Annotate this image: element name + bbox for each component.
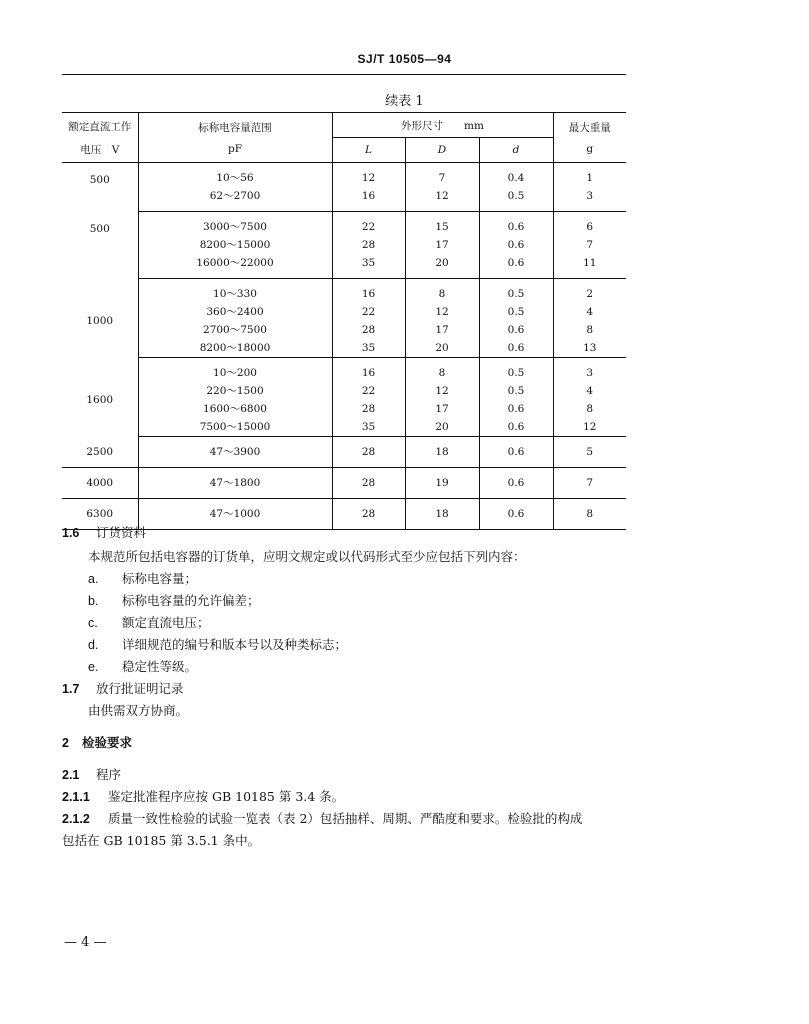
diameter-cell: 20 [405,339,479,358]
table-row [62,321,626,339]
length-cell: 22 [332,303,405,321]
voltage-cell: 1600 [62,358,138,437]
diameter-cell: 18 [405,499,479,530]
length-cell: 16 [332,187,405,212]
capacitance-cell: 10～330 [138,279,332,304]
weight-cell: 8 [553,499,626,530]
section-1-7-heading [62,680,184,698]
lead-diameter-cell: 0.6 [479,236,553,254]
section-number: 1.7 [62,682,80,696]
lead-diameter-cell: 0.6 [479,437,553,468]
lead-diameter-cell: 0.6 [479,468,553,499]
capacitance-cell: 1600～6800 [138,400,332,418]
weight-cell: 4 [586,306,594,318]
section-number: 1.6 [62,526,80,540]
weight-cell: 3 [553,187,626,212]
table-row [62,400,626,418]
weight-cell: 7 [586,239,594,251]
section-1-7-text: 由供需双方协商。 [88,703,189,718]
lead-diameter-cell: 0.5 [479,303,553,321]
section-number: 2 [62,736,69,750]
lead-diameter-cell: 0.4 [479,163,553,188]
capacitance-cell: 360～2400 [138,303,332,321]
voltage-cell: 6300 [62,499,138,530]
weight-cell: 8 [586,403,594,415]
voltage-column-header: 额定直流工作 电压 V [62,113,138,163]
diameter-cell: 12 [405,187,479,212]
lead-diameter-cell: 0.6 [479,400,553,418]
section-title: 检验要求 [82,735,133,750]
table-row [62,236,626,254]
table-row [62,212,626,237]
section-number: 2.1 [62,768,80,782]
lead-diameter-cell: 0.6 [479,321,553,339]
section-2-1-heading [62,766,121,784]
list-item: a. 标称电容量； [88,571,198,586]
length-cell: 28 [332,468,405,499]
weight-cell: 2 [586,288,594,300]
capacitance-cell: 47～1800 [138,468,332,499]
page-number: — 4 — [64,935,107,950]
table-row [62,382,626,400]
document-id: SJ/T 10505—94 [357,52,452,66]
section-1-6-intro: 本规范所包括电容器的订货单，应明文规定或以代码形式至少应包括下列内容： [88,549,526,564]
table-row [62,254,626,279]
weight-cell: 5 [553,437,626,468]
list-item: e. 稳定性等级。 [88,659,198,674]
table-row [62,437,626,468]
weight-cell: 11 [553,254,626,279]
length-cell: 12 [332,163,405,188]
weight-cell: 7 [553,468,626,499]
capacitor-spec-table [62,112,626,530]
capacitance-cell: 2700～7500 [138,321,332,339]
length-cell: 28 [332,236,405,254]
list-item: c. 额定直流电压； [88,615,210,630]
table-row [62,339,626,358]
section-2-heading [62,734,132,752]
header-rule [62,74,626,75]
section-title: 放行批证明记录 [96,681,184,696]
table-row [62,303,626,321]
section-number: 2.1.2 [62,812,90,826]
diameter-cell: 19 [405,468,479,499]
section-1-6-heading [62,524,146,542]
capacitance-cell: 10～56 [138,163,332,188]
lead-diameter-cell: 0.5 [479,187,553,212]
capacitance-cell: 220～1500 [138,382,332,400]
voltage-cell: 500 [62,163,138,212]
table-row [62,418,626,437]
capacitance-cell: 8200～15000 [138,236,332,254]
length-cell: 28 [332,400,405,418]
weight-cell: 6 [586,221,594,233]
diameter-cell: 12 [405,303,479,321]
length-cell: 28 [332,499,405,530]
length-cell: 22 [332,212,405,237]
weight-column-header: 最大重量 g [568,122,611,155]
capacitance-cell: 7500～15000 [138,418,332,437]
capacitance-cell: 47～3900 [138,437,332,468]
length-cell: 16 [332,279,405,304]
length-cell: 35 [332,254,405,279]
table-row [62,468,626,499]
diameter-cell: 20 [405,254,479,279]
length-cell: 22 [332,382,405,400]
diameter-header: D [405,138,479,163]
voltage-cell: 4000 [62,468,138,499]
list-item: d. 详细规范的编号和版本号以及种类标志； [88,637,348,652]
length-cell: 35 [332,339,405,358]
length-cell: 28 [332,321,405,339]
section-2-1-2: 2.1.2 质量一致性检验的试验一览表（表 2）包括抽样、周期、严酷度和要求。检验批的构成 包括在 GB 10185 第 3.5.1 条中。 [62,811,583,848]
capacitance-cell: 8200～18000 [138,339,332,358]
diameter-cell: 8 [405,358,479,383]
section-title: 订货资料 [96,525,147,540]
table-row [62,163,626,188]
weight-cell: 4 [586,385,594,397]
voltage-cell: 2500 [62,437,138,468]
weight-cell: 12 [553,418,626,437]
dimensions-header: 外形尺寸 mm [332,113,553,138]
lead-diameter-cell: 0.6 [479,339,553,358]
table-row [62,187,626,212]
lead-diameter-cell: 0.5 [479,382,553,400]
voltage-cell: 1000 [62,279,138,358]
length-cell: 28 [332,437,405,468]
capacitance-cell: 62～2700 [138,187,332,212]
table-row [62,499,626,530]
section-number: 2.1.1 [62,790,90,804]
table-caption: 续表 1 [385,94,424,109]
list-item: b. 标称电容量的允许偏差； [88,593,260,608]
length-header: L [332,138,405,163]
lead-diameter-cell: 0.6 [479,418,553,437]
capacitance-cell: 3000～7500 [138,212,332,237]
length-cell: 35 [332,418,405,437]
lead-diameter-cell: 0.5 [479,358,553,383]
capacitance-cell: 16000～22000 [138,254,332,279]
lead-diameter-cell: 0.6 [479,254,553,279]
lead-diameter-cell: 0.6 [479,212,553,237]
lead-diameter-cell: 0.5 [479,279,553,304]
weight-cell: 1 [586,172,594,184]
diameter-cell: 17 [405,400,479,418]
capacitance-cell: 10～200 [138,358,332,383]
section-title: 程序 [96,767,122,782]
diameter-cell: 7 [405,163,479,188]
weight-cell: 13 [553,339,626,358]
diameter-cell: 17 [405,236,479,254]
capacitance-cell: 47～1000 [138,499,332,530]
diameter-cell: 17 [405,321,479,339]
lead-diameter-header: d [479,138,553,163]
diameter-cell: 12 [405,382,479,400]
lead-diameter-cell: 0.6 [479,499,553,530]
diameter-cell: 18 [405,437,479,468]
capacitance-column-header: 标称电容量范围 pF [138,113,332,163]
length-cell: 16 [332,358,405,383]
diameter-cell: 20 [405,418,479,437]
diameter-cell: 8 [405,279,479,304]
weight-cell: 3 [586,367,594,379]
weight-cell: 8 [586,324,594,336]
diameter-cell: 15 [405,212,479,237]
table-row [62,279,626,304]
table-row [62,358,626,383]
section-2-1-1: 2.1.1 鉴定批准程序应按 GB 10185 第 3.4 条。 [62,789,345,804]
voltage-cell: 500 [62,212,138,279]
